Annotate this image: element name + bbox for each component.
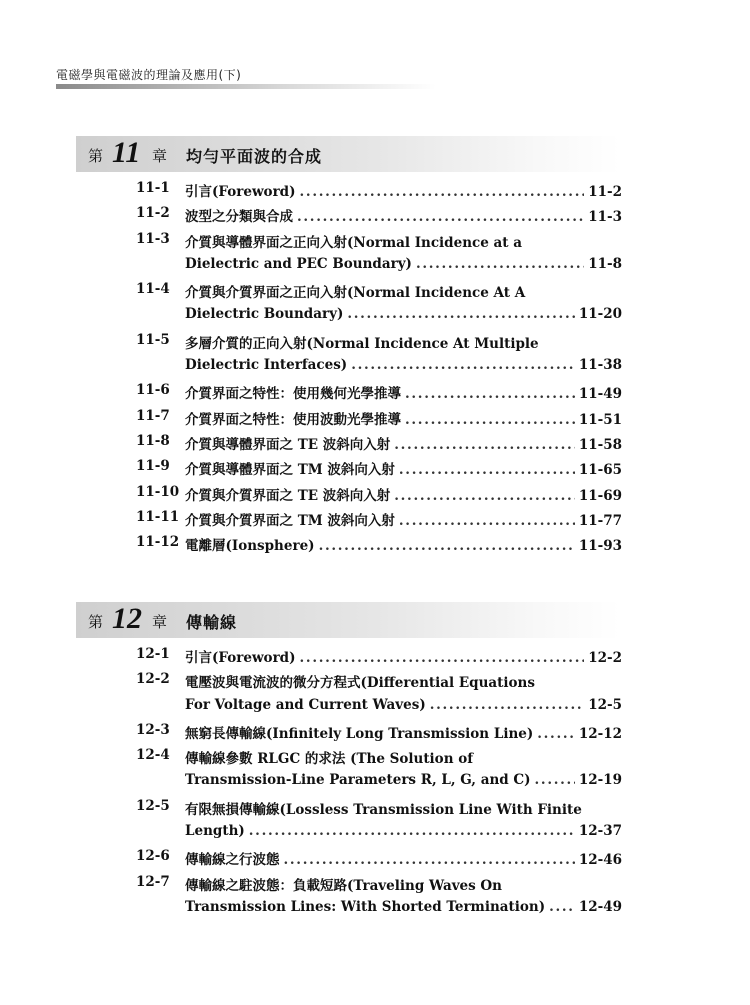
page-number: 11-69	[578, 487, 622, 504]
section-title-line	[185, 823, 622, 843]
section-title: 介質與導體界面之 TM 波斜向入射	[185, 462, 395, 479]
section-title-line	[185, 231, 622, 251]
section-number: 11-1	[136, 180, 170, 196]
toc-entry[interactable]	[136, 534, 622, 559]
chapter-title: 均勻平面波的合成	[186, 147, 323, 166]
dot-leader	[284, 852, 575, 868]
section-title: 傳輸線之行波態	[185, 852, 280, 869]
section-number: 11-6	[136, 382, 170, 399]
section-number: 12-2	[136, 671, 170, 688]
section-title: Length)	[185, 823, 245, 840]
section-number: 12-6	[136, 848, 170, 865]
toc-entry[interactable]	[136, 484, 622, 509]
section-number: 12-4	[136, 747, 170, 764]
dot-leader	[249, 823, 575, 839]
toc-entry[interactable]	[136, 433, 622, 458]
dot-leader	[347, 306, 574, 322]
page-number: 12-46	[578, 852, 622, 869]
section-title: Dielectric Interfaces)	[185, 357, 348, 374]
chapter-prefix: 第	[88, 613, 104, 631]
section-title-line	[185, 306, 622, 326]
section-title-line	[185, 332, 622, 352]
dot-leader	[399, 513, 575, 529]
section-title: 介質與導體界面之 TE 波斜向入射	[185, 437, 391, 453]
dot-leader	[319, 538, 575, 554]
dot-leader	[399, 462, 575, 478]
toc-entry[interactable]	[136, 798, 622, 849]
dot-leader	[351, 357, 575, 373]
toc-entry[interactable]	[136, 671, 622, 722]
chapter-number: 11	[112, 136, 141, 169]
section-title: 電壓波與電流波的微分方程式(Differential Equations	[185, 675, 535, 692]
section-title-line	[185, 798, 622, 818]
section-number: 12-1	[136, 646, 170, 662]
section-title: 無窮長傳輸線(Infinitely Long Transmission Line)	[185, 725, 534, 742]
section-title-line	[185, 747, 622, 767]
section-number: 11-2	[136, 205, 170, 222]
dot-leader	[430, 697, 584, 713]
section-title: 介質與介質界面之 TE 波斜向入射	[185, 487, 391, 504]
page-number: 11-38	[578, 357, 622, 374]
section-title-line	[185, 205, 622, 225]
dot-leader	[405, 386, 575, 402]
dot-leader	[300, 184, 585, 200]
toc-entry[interactable]	[136, 205, 622, 230]
section-title-line	[185, 509, 622, 529]
toc-entry[interactable]	[136, 408, 622, 433]
section-title: 傳輸線參數 RLGC 的求法 (The Solution of	[185, 751, 474, 768]
section-title: 引言(Foreword)	[185, 650, 296, 666]
section-title-line	[185, 180, 622, 200]
page-number: 11-3	[588, 209, 622, 226]
page-number: 11-20	[578, 306, 622, 323]
section-title: 多層介質的正向入射(Normal Incidence At Multiple	[185, 335, 539, 352]
section-title-line	[185, 671, 622, 691]
section-title: Dielectric and PEC Boundary)	[185, 255, 412, 272]
page-number: 12-37	[578, 823, 622, 840]
page-number: 11-2	[588, 184, 622, 200]
page-number: 11-58	[578, 437, 622, 453]
section-title: Transmission-Line Parameters R, L, G, and C)	[185, 772, 531, 789]
section-title: 介質界面之特性：使用波動光學推導	[185, 411, 401, 428]
section-title: 傳輸線之駐波態：負載短路(Traveling Waves On	[185, 877, 502, 894]
toc-entry[interactable]	[136, 382, 622, 407]
section-title-line	[185, 534, 622, 554]
section-title-line	[185, 772, 622, 792]
page-number: 12-12	[578, 725, 622, 742]
page-number: 12-19	[578, 772, 622, 789]
section-title: Dielectric Boundary)	[185, 306, 344, 323]
toc-entry[interactable]	[136, 231, 622, 282]
page-number: 12-5	[588, 696, 622, 713]
section-number: 11-8	[136, 433, 170, 449]
section-number: 12-7	[136, 873, 170, 890]
page-number: 11-8	[588, 255, 622, 272]
section-title-line	[185, 281, 622, 301]
section-title-line	[185, 408, 622, 428]
section-title: 介質與介質界面之正向入射(Normal Incidence At A	[185, 285, 526, 302]
section-title: Transmission Lines: With Shorted Termination)	[185, 898, 546, 915]
section-title: 波型之分類與合成	[185, 209, 293, 226]
toc-entry[interactable]	[136, 646, 622, 671]
running-header: 電磁學與電磁波的理論及應用(下)	[56, 68, 242, 82]
chapter-heading	[76, 602, 620, 638]
section-title: 電離層(Ionsphere)	[185, 538, 315, 555]
section-title-line	[185, 256, 622, 276]
section-number: 11-11	[136, 508, 180, 525]
section-title-line	[185, 433, 622, 453]
section-title-line	[185, 697, 622, 717]
section-title-line	[185, 484, 622, 504]
page-number: 12-2	[588, 650, 622, 666]
page-number: 11-93	[578, 538, 622, 555]
section-number: 11-3	[136, 230, 170, 247]
page-number: 11-51	[578, 411, 622, 428]
toc-entry[interactable]	[136, 848, 622, 873]
toc-entry[interactable]	[136, 722, 622, 747]
section-number: 12-5	[136, 797, 170, 814]
dot-leader	[549, 899, 575, 915]
section-title: 介質與導體界面之正向入射(Normal Incidence at a	[185, 234, 522, 251]
dot-leader	[394, 488, 575, 504]
dot-leader	[537, 726, 575, 742]
dot-leader	[297, 209, 584, 225]
section-number: 11-12	[136, 534, 180, 551]
chapter-suffix: 章	[152, 147, 168, 165]
section-title: 介質與介質界面之 TM 波斜向入射	[185, 512, 395, 529]
section-number: 11-9	[136, 458, 170, 475]
section-title: 介質界面之特性：使用幾何光學推導	[185, 386, 401, 403]
chapter-title: 傳輸線	[186, 613, 238, 632]
section-title-line	[185, 458, 622, 478]
section-number: 11-7	[136, 407, 170, 424]
section-title: 有限無損傳輸線(Lossless Transmission Line With Finite	[185, 801, 582, 818]
section-number: 11-4	[136, 281, 170, 298]
toc-entry[interactable]	[136, 874, 622, 925]
toc-entry[interactable]	[136, 332, 622, 383]
dot-leader	[535, 772, 575, 788]
section-title: For Voltage and Current Waves)	[185, 696, 426, 713]
section-title: 引言(Foreword)	[185, 184, 296, 200]
section-title-line	[185, 646, 622, 666]
page-number: 11-65	[578, 462, 622, 479]
dot-leader	[300, 650, 585, 666]
section-title-line	[185, 722, 622, 742]
dot-leader	[405, 412, 575, 428]
page-number: 11-77	[578, 512, 622, 529]
section-title-line	[185, 357, 622, 377]
toc-entry[interactable]	[136, 509, 622, 534]
section-number: 12-3	[136, 721, 170, 738]
section-title-line	[185, 382, 622, 402]
chapter-suffix: 章	[152, 613, 168, 631]
section-title-line	[185, 874, 622, 894]
toc-entry[interactable]	[136, 180, 622, 205]
page-number: 12-49	[578, 898, 622, 915]
dot-leader	[416, 256, 584, 272]
section-number: 11-10	[136, 483, 180, 500]
section-title-line	[185, 899, 622, 919]
chapter-heading	[76, 136, 620, 172]
toc-entry[interactable]	[136, 458, 622, 483]
toc-entry[interactable]	[136, 281, 622, 332]
toc-entry[interactable]	[136, 747, 622, 798]
chapter-prefix: 第	[88, 147, 104, 165]
header-rule	[56, 84, 436, 89]
chapter-number: 12	[112, 602, 142, 635]
section-title-line	[185, 848, 622, 868]
page-number: 11-49	[578, 386, 622, 403]
dot-leader	[394, 437, 575, 453]
section-number: 11-5	[136, 331, 170, 348]
